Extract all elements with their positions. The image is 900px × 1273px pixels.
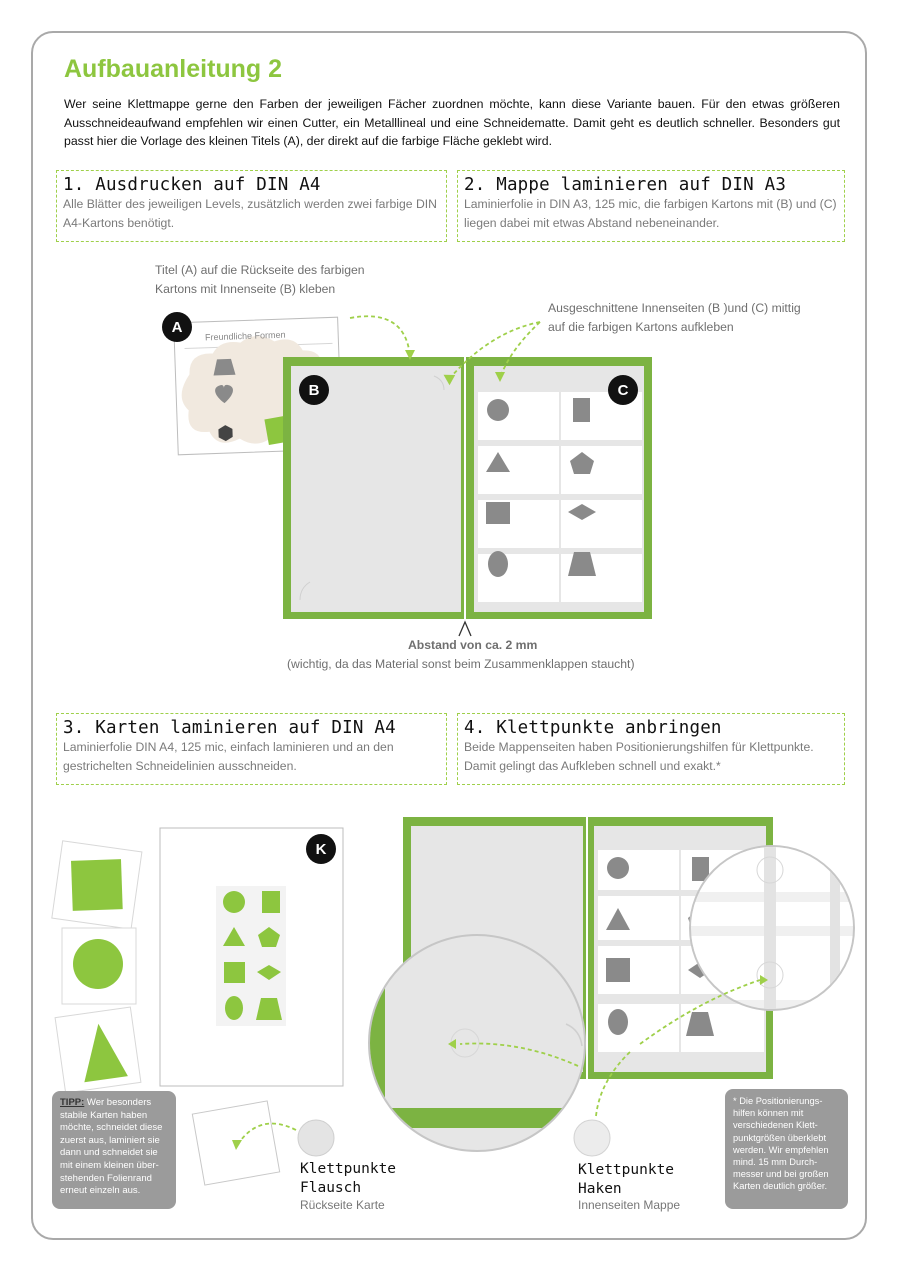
page-title: Aufbauanleitung 2 [64,55,283,83]
inner-pages-note: Ausgeschnittene Innenseiten (B )und (C) mittig auf die farbigen Kartons aufkleben [548,301,801,334]
badge-k: K [306,834,336,864]
velcro-haken-sub: Innenseiten Mappe [578,1198,681,1212]
intro-text: Wer seine Klettmappe gerne den Farben der jeweiligen Fächer zuordnen möchte, kann diese Variante bauen. Für den etwas größeren Ausschneideaufwand empfehlen wir einen Cutter, ein Metalllineal und eine Schneidematte. Damit geht es deutlich schneller. Besonders gut passt hier die Vorlage des kleinen Titels (A), der direkt auf die farbige Fläche geklebt wird. [64,97,840,148]
title-note: Titel (A) auf die Rückseite des farbigen Kartons mit Innenseite (B) kleben [155,263,365,296]
step-2-heading: 2. Mappe laminieren auf DIN A3 [464,175,787,195]
sheet-a-title: Freundliche Formen [204,329,286,343]
step-3-heading: 3. Karten laminieren auf DIN A4 [63,718,396,738]
step-2-description: Laminierfolie in DIN A3, 125 mic, die farbigen Kartons mit (B) und (C) liegen dabei mit etwas Abstand nebeneinander. [464,197,837,230]
tip-label: TIPP: [60,1097,85,1108]
velcro-flausch-sub: Rückseite Karte [300,1198,385,1212]
footnote-box [725,1089,848,1209]
velcro-flausch-title: Klettpunkte Flausch [300,1161,397,1196]
gap-note: (wichtig, da das Material sonst beim Zusammenklappen staucht) [287,657,635,671]
badge-b: B [299,375,329,405]
step-1-description: Alle Blätter des jeweiligen Levels, zusätzlich werden zwei farbige DIN A4-Kartons benötigt. [63,197,437,230]
tip-text: Wer besonders stabile Karten haben möchte, schneidet diese zuerst aus, laminiert sie dann und schneidet sie mit einem kleinen überstehenden Folienrand erneut einzeln aus. [60,1097,163,1197]
card-circle [62,928,136,1004]
step-4-description: Beide Mappenseiten haben Positionierungshilfen für Klettpunkte. Damit gelingt das Aufkleben schnell und exakt.* [464,740,814,773]
step-3-description: Laminierfolie DIN A4, 125 mic, einfach laminieren und an den gestrichelten Schneidelinien ausschneiden. [63,740,394,773]
cards-sheet-k-grid [216,886,286,1026]
footnote-text: * Die Positionierungshilfen können mit verschiedenen Klettpunktgrößen überklebt werden. Wir empfehlen mind. 15 mm Durchmesser und bei großen Karten deutlich größer. [733,1096,829,1192]
gap-note-bold: Abstand von ca. 2 mm [408,638,538,652]
badge-c: C [608,375,638,405]
card-triangle [55,1007,141,1093]
velcro-haken-dot [574,1120,610,1156]
badge-a: A [162,312,192,342]
step-1-heading: 1. Ausdrucken auf DIN A4 [63,175,321,195]
velcro-flausch-dot [298,1120,334,1156]
tip-box [52,1091,176,1209]
velcro-haken-title: Klettpunkte Haken [578,1162,675,1197]
card-square [52,841,142,929]
step-4-heading: 4. Klettpunkte anbringen [464,718,722,738]
